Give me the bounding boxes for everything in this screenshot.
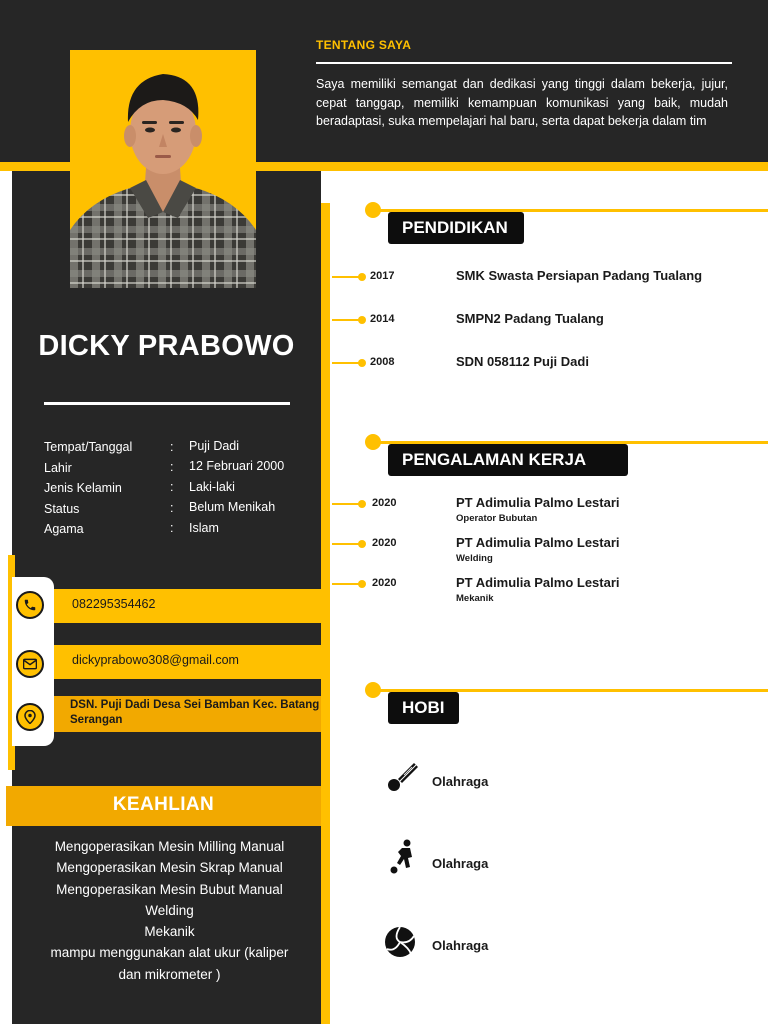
info-colon: : (170, 501, 174, 515)
skill-item: mampu menggunakan alat ukur (kaliper (50, 945, 289, 961)
skill-item: Mekanik (144, 924, 195, 940)
hobby-title: HOBI (388, 692, 459, 724)
hobby-dot (365, 682, 381, 698)
timeline-dot (358, 316, 366, 324)
skills-title: KEAHLIAN (112, 794, 215, 815)
education-title: PENDIDIKAN (388, 212, 524, 244)
email-icon (16, 650, 44, 678)
about-text: Saya memiliki semangat dan dedikasi yang tinggi dalam bekerja, jujur, cepat tanggap, memiliki kemampuan komunikasi yang baik, mudah beradaptasi, suka mempelajari hal baru, serta dapat bekerja dalam tim (316, 77, 728, 128)
info-colon: : (170, 440, 174, 454)
info-label-religion: Agama (44, 522, 84, 536)
hobby-label: Olahraga (432, 938, 489, 953)
education-school: SMK Swasta Persiapan Padang Tualang (456, 268, 703, 283)
info-colon: : (170, 480, 174, 494)
education-year: 2017 (370, 270, 395, 282)
education-dot (365, 202, 381, 218)
info-label-gender: Jenis Kelamin (44, 481, 122, 495)
skill-item: Mengoperasikan Mesin Bubut Manual (56, 881, 283, 897)
experience-year: 2020 (372, 577, 397, 589)
experience-company: PT Adimulia Palmo Lestari (456, 495, 620, 510)
experience-dot (365, 434, 381, 450)
person-name: DICKY PRABOWO (38, 330, 295, 362)
experience-role: Mekanik (456, 593, 494, 604)
education-year: 2008 (370, 356, 395, 368)
hobby-label: Olahraga (432, 774, 489, 789)
experience-year: 2020 (372, 537, 397, 549)
name-divider (44, 402, 290, 405)
info-value-status: Belum Menikah (189, 500, 276, 514)
shuttlecock-icon (384, 757, 420, 793)
skill-item: dan mikrometer ) (118, 966, 221, 982)
about-divider (316, 62, 732, 64)
info-value-religion: Islam (189, 521, 219, 535)
timeline-dot (358, 500, 366, 508)
education-year: 2014 (370, 313, 395, 325)
phone-icon (16, 591, 44, 619)
info-colon: : (170, 460, 174, 474)
phone-number[interactable]: 082295354462 (72, 597, 156, 611)
profile-photo (70, 50, 256, 288)
skill-item: Welding (145, 902, 194, 918)
experience-title: PENGALAMAN KERJA (388, 444, 628, 476)
education-school: SDN 058112 Puji Dadi (456, 354, 589, 369)
experience-role: Welding (456, 553, 493, 564)
skills-list (12, 836, 327, 985)
info-label-status: Status (44, 502, 80, 516)
soccer-player-icon (386, 838, 422, 874)
timeline-dot (358, 580, 366, 588)
info-value-birthdate: 12 Februari 2000 (189, 459, 285, 473)
skill-item: Mengoperasikan Mesin Skrap Manual (56, 860, 283, 876)
info-value-gender: Laki-laki (189, 480, 235, 494)
timeline-dot (358, 540, 366, 548)
info-value-birthplace: Puji Dadi (189, 439, 240, 453)
hobby-label: Olahraga (432, 856, 489, 871)
timeline-dot (358, 273, 366, 281)
volleyball-icon (383, 924, 419, 960)
email-address[interactable]: dickyprabowo308@gmail.com (72, 653, 239, 667)
info-label-birthplace: Tempat/Tanggal (44, 440, 133, 454)
address: DSN. Puji Dadi Desa Sei Bamban Kec. Batang Serangan (70, 699, 320, 726)
location-pin-icon (16, 703, 44, 731)
about-title: TENTANG SAYA (316, 38, 412, 52)
experience-company: PT Adimulia Palmo Lestari (456, 575, 620, 590)
info-label-birthdate: Lahir (44, 461, 72, 475)
education-school: SMPN2 Padang Tualang (456, 311, 604, 326)
skill-item: Mengoperasikan Mesin Milling Manual (54, 839, 285, 854)
experience-role: Operator Bubutan (456, 513, 538, 524)
experience-year: 2020 (372, 497, 397, 509)
info-colon: : (170, 521, 174, 535)
timeline-dot (358, 359, 366, 367)
experience-company: PT Adimulia Palmo Lestari (456, 535, 620, 550)
